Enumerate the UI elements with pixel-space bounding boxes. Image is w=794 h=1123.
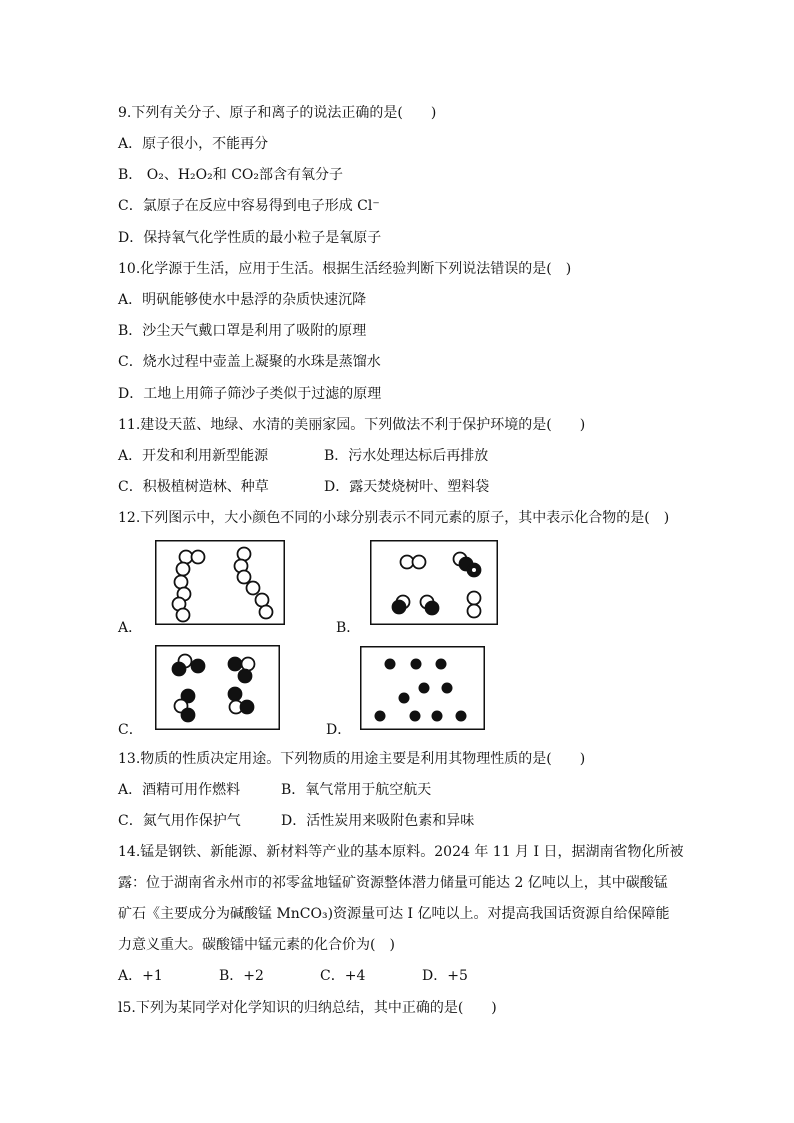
q12-option-c-label: C．: [118, 722, 143, 738]
q15-stem: l5.下列为某同学对化学知识的归纳总结，其中正确的是( ): [118, 1000, 497, 1016]
q12-option-b-label: B．: [336, 620, 361, 636]
q12-option-a-label: A．: [118, 620, 143, 636]
q13-option-d: D．活性炭用来吸附色素和异味: [281, 813, 475, 829]
q14-option-b: B．+2: [219, 968, 264, 984]
q12-option-d-label: D．: [326, 722, 352, 738]
q14-option-c: C．+4: [320, 968, 366, 984]
q12-option-a-diagram: [155, 540, 285, 625]
q11-option-b: B．污水处理达标后再排放: [324, 448, 489, 464]
q9-option-c: C．氯原子在反应中容易得到电子形成 Cl⁻: [118, 198, 380, 214]
q9-option-a: A．原子很小，不能再分: [118, 136, 269, 152]
q14-option-d: D．+5: [422, 968, 468, 984]
q11-stem: 11.建设天蓝、地绿、水清的美丽家园。下列做法不利于保护环境的是( ): [118, 417, 586, 433]
q9-stem: 9.下列有关分子、原子和离子的说法正确的是( ): [118, 105, 437, 121]
q13-option-c: C．氮气用作保护气: [118, 813, 241, 829]
q12-option-c-diagram: [155, 645, 280, 730]
q12-option-d-diagram: [360, 646, 485, 730]
q11-option-c: C．积极植树造林、种草: [118, 479, 269, 495]
q11-option-d: D．露天焚烧树叶、塑料袋: [324, 479, 490, 495]
q14-stem-line1: 14.锰是钢铁、新能源、新材料等产业的基本原料。2024 年 11 月 I 日，据湖南省物化所被: [118, 844, 684, 860]
q14-stem-line4: 力意义重大。碳酸镭中锰元素的化合价为( ): [118, 937, 395, 953]
q13-stem: 13.物质的性质决定用途。下列物质的用途主要是利用其物理性质的是( ): [118, 751, 586, 767]
q9-option-b: B． O₂、H₂O₂和 CO₂部含有氧分子: [118, 167, 343, 183]
q13-option-a: A．酒精可用作燃料: [118, 782, 241, 798]
q10-stem: 10.化学源于生活，应用于生活。根据生活经验判断下列说法错误的是( ): [118, 261, 572, 277]
q13-option-b: B．氧气常用于航空航天: [281, 782, 432, 798]
q14-stem-line3: 矿石《主要成分为碱酸锰 MnCO₃)资源量可达 I 亿吨以上。对提高我国话资源自给保障能: [118, 906, 670, 922]
q11-option-a: A．开发和利用新型能源: [118, 448, 269, 464]
q9-option-d: D．保持氧气化学性质的最小粒子是氧原子: [118, 230, 382, 246]
q14-option-a: A．+1: [118, 968, 163, 984]
q10-option-c: C．烧水过程中壶盖上凝聚的水珠是蒸馏水: [118, 354, 381, 370]
q12-stem: 12.下列图示中，大小颜色不同的小球分别表示不同元素的原子，其中表示化合物的是( ): [118, 510, 670, 526]
q14-stem-line2: 露：位于湖南省永州市的祁零盆地锰矿资源整体潜力储量可能达 2 亿吨以上，其中碳酸锰: [118, 875, 668, 891]
q12-option-b-diagram: [370, 540, 498, 625]
q10-option-b: B．沙尘天气戴口罩是利用了吸附的原理: [118, 323, 367, 339]
q10-option-a: A．明矾能够使水中悬浮的杂质快速沉降: [118, 292, 367, 308]
q10-option-d: D．工地上用筛子筛沙子类似于过滤的原理: [118, 386, 382, 402]
